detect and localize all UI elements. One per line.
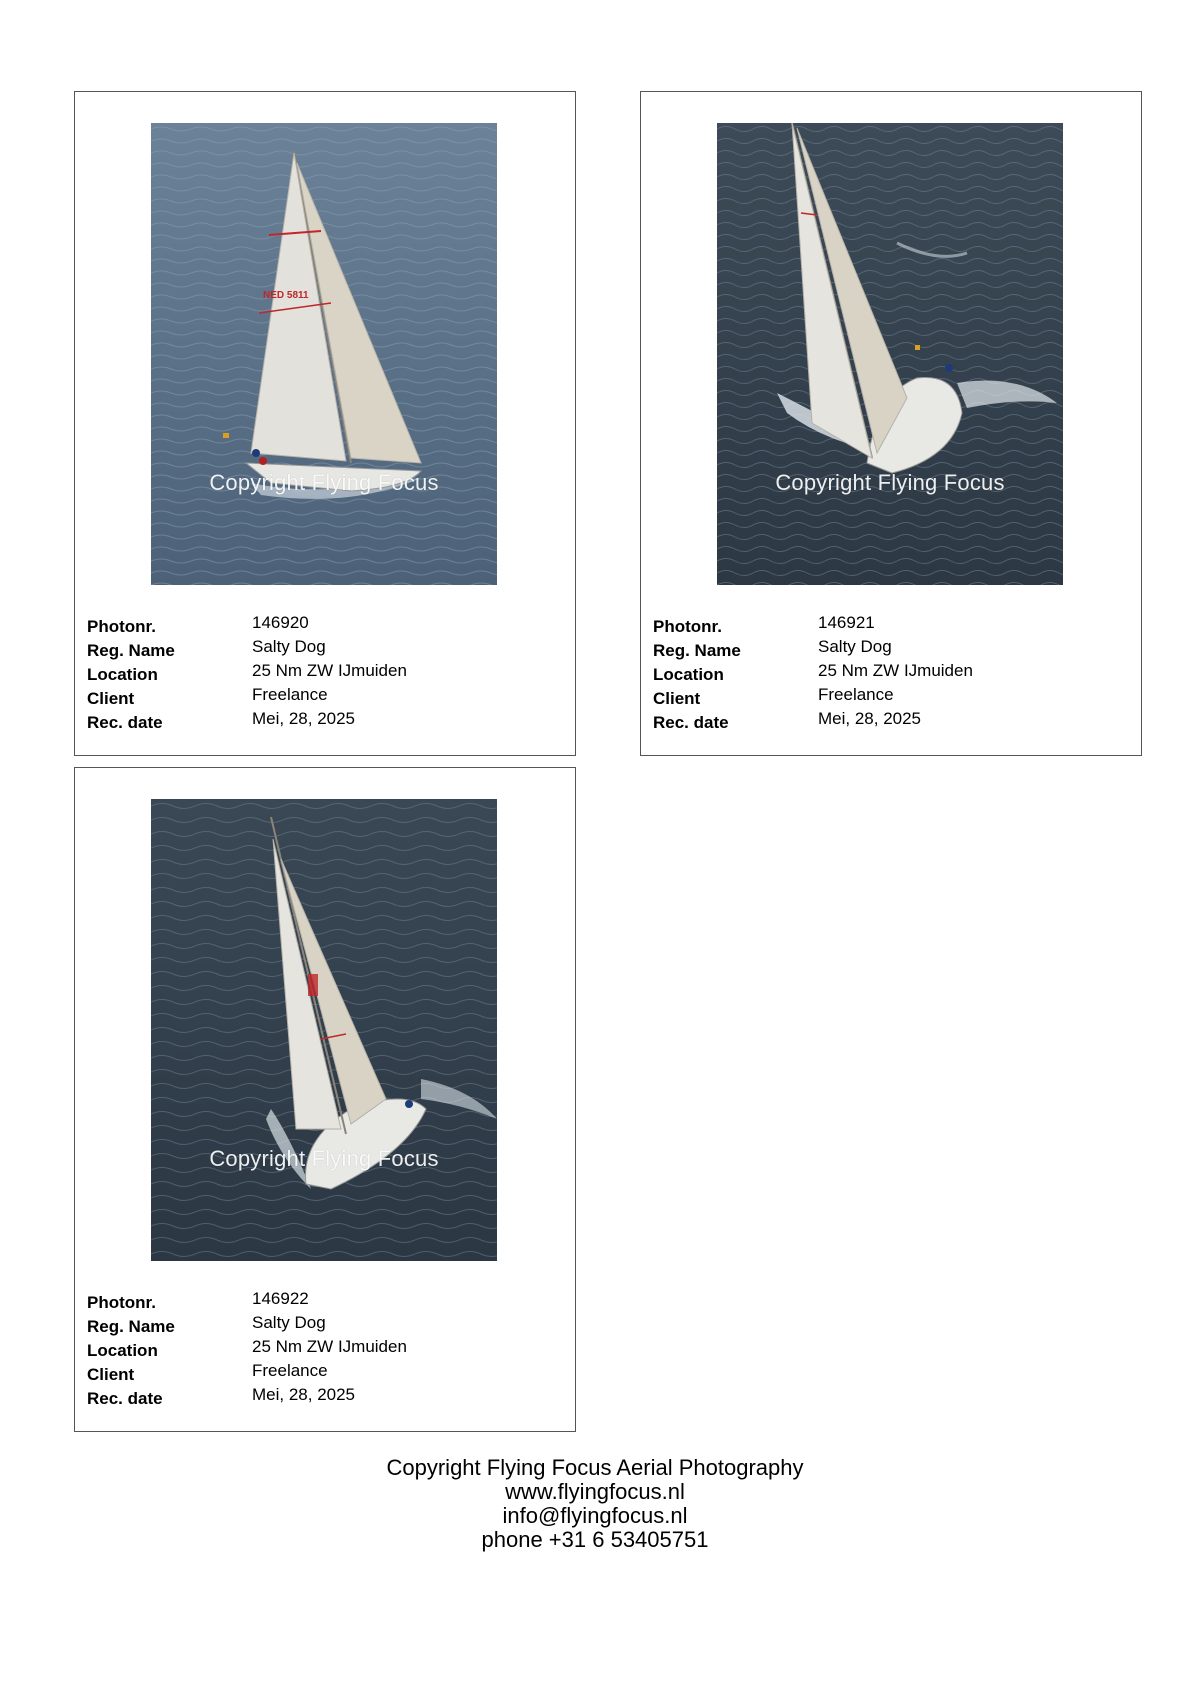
- photonr-value: 146922: [252, 1289, 309, 1308]
- photonr-label: Photonr.: [87, 617, 156, 636]
- reg-name-label: Reg. Name: [653, 641, 741, 660]
- meta-row-client: [87, 1361, 567, 1385]
- page-footer: [0, 1456, 1190, 1552]
- sailboat-image: [717, 123, 1063, 585]
- footer-phone: phone +31 6 53405751: [481, 1527, 709, 1552]
- sail-number: NED 5811: [263, 290, 309, 301]
- meta-row-reg-name: [87, 1313, 567, 1337]
- client-value: Freelance: [252, 1361, 328, 1380]
- rec-date-label: Rec. date: [87, 713, 163, 732]
- location-value: 25 Nm ZW IJmuiden: [252, 661, 407, 680]
- sailboat-image: [151, 123, 497, 585]
- meta-row-location: [87, 661, 567, 685]
- copyright-watermark: Copyright Flying Focus: [209, 1146, 439, 1171]
- sailboat-photo[interactable]: [151, 123, 497, 585]
- footer-email-link[interactable]: info@flyingfocus.nl: [502, 1503, 688, 1528]
- meta-row-reg-name: [87, 637, 567, 661]
- photo-card: [640, 91, 1142, 756]
- reg-name-value: Salty Dog: [818, 637, 892, 656]
- footer-copyright: Copyright Flying Focus Aerial Photography: [386, 1455, 804, 1480]
- reg-name-label: Reg. Name: [87, 1317, 175, 1336]
- photo-metadata: [87, 613, 567, 733]
- rec-date-label: Rec. date: [653, 713, 729, 732]
- meta-row-photonr: [653, 613, 1133, 637]
- copyright-watermark: Copyright Flying Focus: [209, 470, 439, 495]
- footer-website-link[interactable]: www.flyingfocus.nl: [505, 1479, 685, 1504]
- photonr-label: Photonr.: [653, 617, 722, 636]
- meta-row-location: [653, 661, 1133, 685]
- meta-row-client: [653, 685, 1133, 709]
- reg-name-value: Salty Dog: [252, 1313, 326, 1332]
- client-value: Freelance: [252, 685, 328, 704]
- photo-card: [74, 767, 576, 1432]
- sailboat-photo[interactable]: [717, 123, 1063, 585]
- photo-metadata: [653, 613, 1133, 733]
- client-value: Freelance: [818, 685, 894, 704]
- rec-date-value: Mei, 28, 2025: [252, 1385, 356, 1404]
- meta-row-client: [87, 685, 567, 709]
- meta-row-location: [87, 1337, 567, 1361]
- rec-date-label: Rec. date: [87, 1389, 163, 1408]
- photo-metadata: [87, 1289, 567, 1409]
- sailboat-image: [151, 799, 497, 1261]
- photonr-value: 146920: [252, 613, 309, 632]
- meta-row-rec-date: [653, 709, 1133, 733]
- client-label: Client: [87, 689, 135, 708]
- reg-name-label: Reg. Name: [87, 641, 175, 660]
- rec-date-value: Mei, 28, 2025: [252, 709, 356, 728]
- rec-date-value: Mei, 28, 2025: [818, 709, 922, 728]
- reg-name-value: Salty Dog: [252, 637, 326, 656]
- meta-row-photonr: [87, 613, 567, 637]
- meta-row-rec-date: [87, 1385, 567, 1409]
- location-label: Location: [87, 1341, 158, 1360]
- client-label: Client: [87, 1365, 135, 1384]
- meta-row-photonr: [87, 1289, 567, 1313]
- meta-row-rec-date: [87, 709, 567, 733]
- photonr-label: Photonr.: [87, 1293, 156, 1312]
- copyright-watermark: Copyright Flying Focus: [775, 470, 1005, 495]
- sailboat-photo[interactable]: [151, 799, 497, 1261]
- location-label: Location: [87, 665, 158, 684]
- client-label: Client: [653, 689, 701, 708]
- meta-row-reg-name: [653, 637, 1133, 661]
- photo-card: [74, 91, 576, 756]
- location-label: Location: [653, 665, 724, 684]
- photonr-value: 146921: [818, 613, 875, 632]
- location-value: 25 Nm ZW IJmuiden: [818, 661, 973, 680]
- location-value: 25 Nm ZW IJmuiden: [252, 1337, 407, 1356]
